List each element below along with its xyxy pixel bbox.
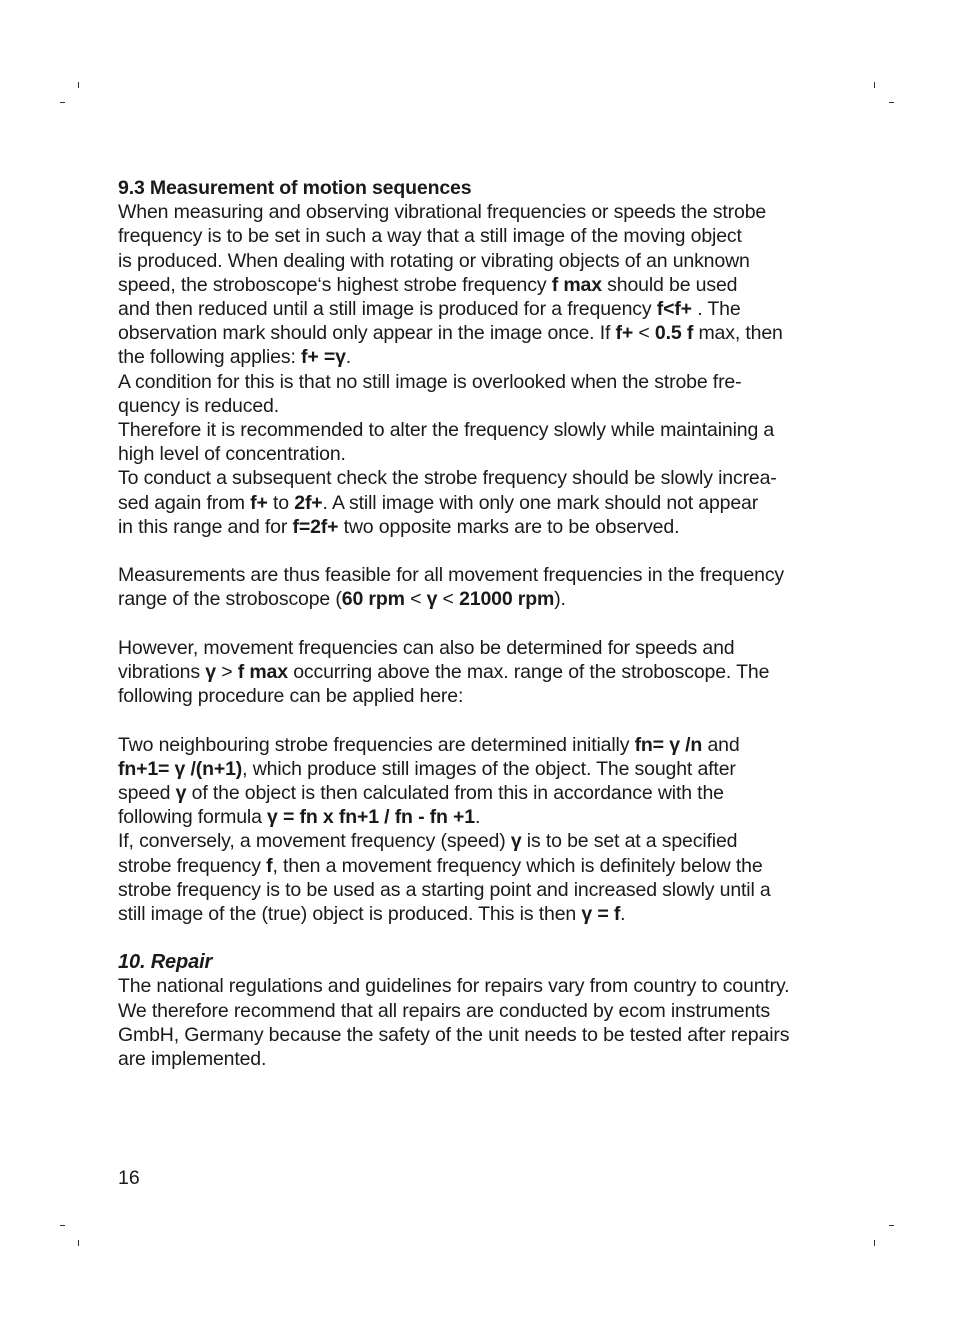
paragraph bbox=[118, 466, 838, 539]
text-line: GmbH, Germany because the safety of the unit needs to be tested after repairs bbox=[118, 1023, 790, 1046]
bold-term: γ bbox=[205, 661, 216, 684]
text-line: sed again from f+ to 2f+. A still image with only one mark should not appear bbox=[118, 491, 759, 514]
crop-mark bbox=[874, 82, 875, 88]
paragraph bbox=[118, 974, 838, 1071]
bold-term: f bbox=[266, 854, 273, 877]
text-line: speed γ of the object is then calculated from this in accordance with the bbox=[118, 782, 724, 805]
bold-term: γ bbox=[175, 782, 187, 805]
paragraph bbox=[118, 636, 838, 709]
text-line: vibrations γ > f max occurring above the max. range of the stroboscope. The bbox=[118, 661, 770, 684]
text-line: When measuring and observing vibrational frequencies or speeds the strobe bbox=[118, 201, 767, 224]
text-line: observation mark should only appear in the image once. If f+ < 0.5 f max, then bbox=[118, 322, 783, 345]
text-line: following procedure can be applied here: bbox=[118, 685, 464, 708]
crop-mark bbox=[874, 1240, 875, 1246]
paragraph bbox=[118, 563, 838, 611]
paragraph-gap bbox=[118, 926, 838, 950]
bold-term: 2f+ bbox=[294, 491, 323, 514]
paragraph-gap bbox=[118, 539, 838, 563]
paragraph bbox=[118, 370, 838, 418]
paragraph-gap bbox=[118, 708, 838, 732]
bold-term: fn+1= γ /(n+1) bbox=[118, 757, 243, 780]
bold-term: f+ =γ bbox=[301, 346, 346, 369]
bold-term: 60 rpm bbox=[341, 588, 405, 611]
text-line: We therefore recommend that all repairs are conducted by ecom instruments bbox=[118, 999, 771, 1022]
text-line: still image of the (true) object is produced. This is then γ = f. bbox=[118, 903, 626, 926]
bold-term: f=2f+ bbox=[292, 515, 339, 538]
text-line: are implemented. bbox=[118, 1048, 267, 1071]
section-heading: 10. Repair bbox=[118, 951, 213, 974]
text-line: following formula γ = fn x fn+1 / fn - fn +1. bbox=[118, 806, 481, 829]
text-line: To conduct a subsequent check the strobe frequency should be slowly increa- bbox=[118, 467, 777, 490]
text-line: and then reduced until a still image is produced for a frequency f<f+ . The bbox=[118, 298, 741, 321]
text-line: fn+1= γ /(n+1), which produce still images of the object. The sought after bbox=[118, 757, 736, 780]
text-line: However, movement frequencies can also be determined for speeds and bbox=[118, 636, 735, 659]
bold-term: f max bbox=[237, 661, 288, 684]
text-line: If, conversely, a movement frequency (speed) γ is to be set at a specified bbox=[118, 830, 738, 853]
crop-mark bbox=[889, 1225, 894, 1226]
text-line: in this range and for f=2f+ two opposite marks are to be observed. bbox=[118, 515, 680, 538]
text-line: strobe frequency f, then a movement frequency which is definitely below the bbox=[118, 854, 763, 877]
text-line: frequency is to be set in such a way that a still image of the moving object bbox=[118, 225, 742, 248]
bold-term: fn= γ /n bbox=[634, 733, 703, 756]
crop-mark bbox=[60, 1225, 65, 1226]
paragraph bbox=[118, 829, 838, 926]
text-line: speed, the stroboscope‘s highest strobe frequency f max should be used bbox=[118, 273, 738, 296]
crop-mark bbox=[78, 82, 79, 88]
text-line: high level of concentration. bbox=[118, 443, 346, 466]
crop-mark bbox=[60, 102, 65, 103]
text-line: Two neighbouring strobe frequencies are determined initially fn= γ /n and bbox=[118, 733, 740, 756]
paragraph bbox=[118, 418, 838, 466]
crop-mark bbox=[889, 102, 894, 103]
crop-mark bbox=[78, 1240, 79, 1246]
bold-term: γ = fn x fn+1 / fn - fn +1 bbox=[267, 806, 475, 829]
section-heading: 9.3 Measurement of motion sequences bbox=[118, 177, 472, 199]
bold-term: f max bbox=[551, 273, 602, 296]
text-line: A condition for this is that no still image is overlooked when the strobe fre- bbox=[118, 370, 742, 393]
bold-term: f+ bbox=[615, 322, 634, 345]
bold-term: 0.5 f bbox=[654, 322, 694, 345]
bold-term: 21000 rpm bbox=[459, 588, 555, 611]
text-line: The national regulations and guidelines for repairs vary from country to country. bbox=[118, 975, 790, 998]
page-number: 16 bbox=[118, 1167, 140, 1189]
paragraph bbox=[118, 200, 838, 369]
text-line: is produced. When dealing with rotating or vibrating objects of an unknown bbox=[118, 249, 750, 272]
bold-term: γ bbox=[426, 588, 438, 611]
bold-term: γ bbox=[510, 830, 522, 853]
bold-term: f+ bbox=[250, 491, 268, 514]
paragraph-gap bbox=[118, 612, 838, 636]
bold-term: γ = f bbox=[581, 903, 621, 926]
bold-term: f<f+ bbox=[656, 298, 692, 321]
text-line: quency is reduced. bbox=[118, 394, 279, 417]
text-line: range of the stroboscope (60 rpm < γ < 21000 rpm). bbox=[118, 588, 566, 611]
text-line: strobe frequency is to be used as a starting point and increased slowly until a bbox=[118, 878, 771, 901]
text-line: Measurements are thus feasible for all movement frequencies in the frequency bbox=[118, 564, 785, 587]
paragraph bbox=[118, 733, 838, 830]
text-line: the following applies: f+ =γ. bbox=[118, 346, 352, 369]
text-line: Therefore it is recommended to alter the frequency slowly while maintaining a bbox=[118, 419, 775, 442]
page-content bbox=[118, 176, 838, 1071]
